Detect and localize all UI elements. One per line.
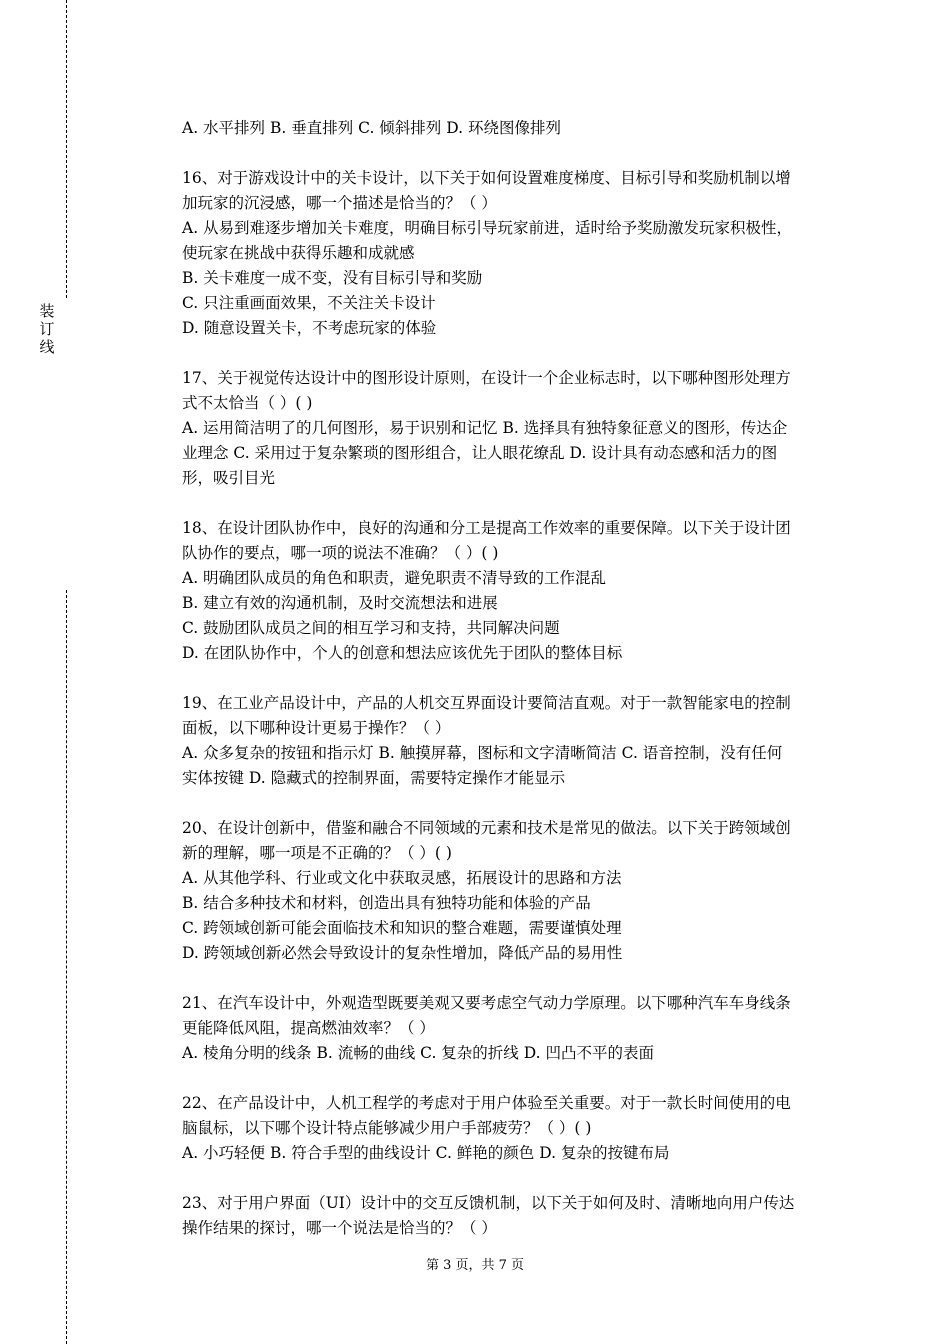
question-line: 更能降低风阻，提高燃油效率？（ ）: [182, 1019, 435, 1037]
question-line: D. 随意设置关卡，不考虑玩家的体验: [182, 319, 437, 337]
question-line: 脑鼠标，以下哪个设计特点能够减少用户手部疲劳？（ ）( ): [182, 1119, 592, 1137]
question-line: A. 水平排列 B. 垂直排列 C. 倾斜排列 D. 环绕图像排列: [182, 119, 561, 137]
binding-label: [38, 302, 56, 356]
exam-content: [182, 116, 842, 1266]
binding-line-top: [66, 0, 67, 298]
question-line: A. 棱角分明的线条 B. 流畅的曲线 C. 复杂的折线 D. 凹凸不平的表面: [182, 1044, 654, 1062]
question-line: 业理念 C. 采用过于复杂繁琐的图形组合，让人眼花缭乱 D. 设计具有动态感和活力的图: [182, 444, 778, 462]
question-line: 操作结果的探讨，哪一个说法是恰当的？（ ）: [182, 1219, 497, 1237]
question-line: 队协作的要点，哪一项的说法不准确？（ ）( ): [182, 544, 499, 562]
question-line: A. 从其他学科、行业或文化中获取灵感，拓展设计的思路和方法: [182, 869, 622, 887]
question-block: [182, 116, 842, 141]
binding-line-bottom: [66, 590, 67, 1344]
question-line: 23、对于用户界面（UI）设计中的交互反馈机制，以下关于如何及时、清晰地向用户传达: [182, 1194, 795, 1212]
question-line: 21、在汽车设计中，外观造型既要美观又要考虑空气动力学原理。以下哪种汽车车身线条: [182, 994, 791, 1012]
question-line: B. 建立有效的沟通机制，及时交流想法和进展: [182, 594, 498, 612]
question-line: 式不太恰当（ ）( ): [182, 394, 313, 412]
binding-char: 订: [39, 320, 55, 338]
question-line: 17、关于视觉传达设计中的图形设计原则，在设计一个企业标志时，以下哪种图形处理方: [182, 369, 791, 387]
binding-char: 装: [39, 302, 55, 320]
question-line: 实体按键 D. 隐藏式的控制界面，需要特定操作才能显示: [182, 769, 566, 787]
question-block: [182, 991, 842, 1066]
question-line: C. 跨领域创新可能会面临技术和知识的整合难题，需要谨慎处理: [182, 919, 622, 937]
question-line: C. 鼓励团队成员之间的相互学习和支持，共同解决问题: [182, 619, 560, 637]
question-line: 20、在设计创新中，借鉴和融合不同领域的元素和技术是常见的做法。以下关于跨领域创: [182, 819, 791, 837]
question-line: 22、在产品设计中，人机工程学的考虑对于用户体验至关重要。对于一款长时间使用的电: [182, 1094, 791, 1112]
binding-char: 线: [39, 338, 55, 356]
question-line: 19、在工业产品设计中，产品的人机交互界面设计要简洁直观。对于一款智能家电的控制: [182, 694, 791, 712]
question-line: 使玩家在挑战中获得乐趣和成就感: [182, 244, 415, 262]
question-line: C. 只注重画面效果，不关注关卡设计: [182, 294, 436, 312]
question-line: A. 众多复杂的按钮和指示灯 B. 触摸屏幕，图标和文字清晰简洁 C. 语音控制，没有任何: [182, 744, 783, 762]
question-block: [182, 691, 842, 791]
question-line: 新的理解，哪一项是不正确的？（ ）( ): [182, 844, 452, 862]
question-line: 形，吸引目光: [182, 469, 276, 487]
question-line: A. 运用简洁明了的几何图形，易于识别和记忆 B. 选择具有独特象征意义的图形，传达企: [182, 419, 788, 437]
question-line: A. 小巧轻便 B. 符合手型的曲线设计 C. 鲜艳的颜色 D. 复杂的按键布局: [182, 1144, 670, 1162]
question-line: 16、对于游戏设计中的关卡设计，以下关于如何设置难度梯度、目标引导和奖励机制以增: [182, 169, 791, 187]
question-line: A. 从易到难逐步增加关卡难度，明确目标引导玩家前进，适时给予奖励激发玩家积极性，: [182, 219, 793, 237]
question-line: 18、在设计团队协作中，良好的沟通和分工是提高工作效率的重要保障。以下关于设计团: [182, 519, 791, 537]
question-block: [182, 366, 842, 491]
question-block: [182, 516, 842, 666]
question-line: D. 在团队协作中，个人的创意和想法应该优先于团队的整体目标: [182, 644, 623, 662]
question-line: 加玩家的沉浸感，哪一个描述是恰当的？（ ）: [182, 194, 497, 212]
page-footer: 第 3 页，共 7 页: [425, 1258, 525, 1273]
question-line: D. 跨领域创新必然会导致设计的复杂性增加，降低产品的易用性: [182, 944, 623, 962]
question-line: B. 结合多种技术和材料，创造出具有独特功能和体验的产品: [182, 894, 591, 912]
question-line: A. 明确团队成员的角色和职责，避免职责不清导致的工作混乱: [182, 569, 607, 587]
question-block: [182, 166, 842, 341]
question-line: B. 关卡难度一成不变，没有目标引导和奖励: [182, 269, 483, 287]
question-block: [182, 816, 842, 966]
question-block: [182, 1191, 842, 1241]
question-line: 面板，以下哪种设计更易于操作？（ ）: [182, 719, 451, 737]
question-block: [182, 1091, 842, 1166]
